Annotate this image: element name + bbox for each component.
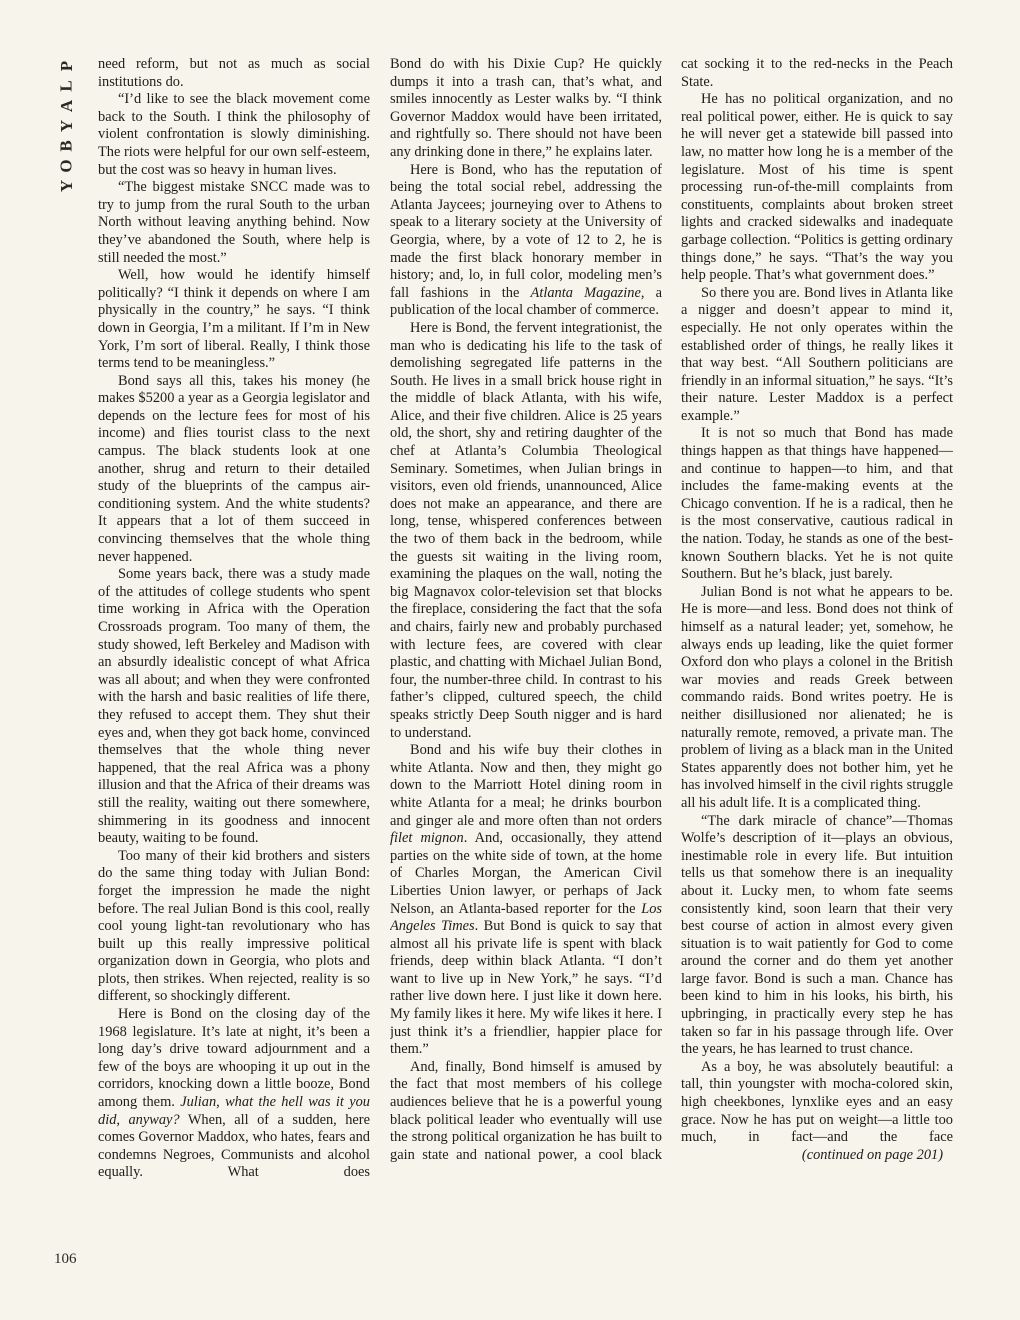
article-paragraph — [681, 56, 953, 91]
article-paragraph — [390, 56, 662, 162]
running-head-letter: P — [56, 60, 76, 72]
running-head-letter: A — [57, 99, 76, 113]
italic-text: Atlanta Magazine — [530, 284, 641, 301]
article-paragraph — [98, 1006, 370, 1182]
article-paragraph — [98, 373, 370, 567]
paragraph-text: Julian Bond is not what he appears to be. He is more—and less. Bond does not think of himself as a natural leader; yet, somehow, he always ends up leading, like the quiet former Oxford don who plays a colonel in the British war movies and reads Greek between commando raids. Bond writes poetry. He is neither disillusioned nor alienated; he is naturally remote, removed, a private man. The problem of living as a black man in the United States apparently does not bother him, yet he has involved himself in the civil rights struggle all his adult life. It is a complicated thing. — [681, 583, 953, 811]
running-head-letter: Y — [57, 179, 76, 193]
paragraph-text: Bond and his wife buy their clothes in white Atlanta. Now and then, they might go down to the Marriott Hotel dining room in white Atlanta for a meal; he drinks bourbon and ginger ale and more often than not orders — [390, 742, 662, 829]
paragraph-text: , a publication of the local chamber of commerce. — [390, 284, 662, 319]
paragraph-text: “The biggest mistake SNCC made was to try to jump from the rural South to the urban North without leaving anything behind. Now they’ve abandoned the South, where help is still needed the most.” — [98, 179, 370, 266]
paragraph-text: It is not so much that Bond has made things happen as that things have happened—and continue to happen—to him, and that includes the fame-making events at the Chicago convention. If he is a radical, then he is the most conservative, cautious radical in the nation. Today, he stands as one of the best-known Southern blacks. Yet he is not quite Southern. But he’s black, just barely. — [681, 425, 953, 583]
article-column-1 — [98, 56, 370, 1276]
paragraph-text: . And, occasionally, they attend parties on the white side of town, at the home of Charles Morgan, the American Civil Liberties Union lawyer, or perhaps of Jack Nelson, an Atlanta-based reporter for the — [390, 830, 662, 917]
paragraph-text: Bond do with his Dixie Cup? He quickly dumps it into a trash can, that’s what, and smiles innocently as Lester walks by. “I think Governor Maddox would have been irritated, and rightfully so. There should not have been any drinking done in there,” he explains later. — [390, 56, 662, 160]
paragraph-text: . But Bond is quick to say that almost all his private life is spent with black friends, deep within black Atlanta. “I don’t want to live up in New York,” he says. “I’d rather live down here. I just like it down here. My family likes it here. My wife likes it here. I just think it’s a friendlier, happier place for them.” — [390, 918, 662, 1058]
article-paragraph — [98, 56, 370, 91]
running-head-playboy — [56, 56, 78, 196]
article-column-2 — [390, 56, 662, 1276]
paragraph-text: Here is Bond on the closing day of the 1968 legislature. It’s late at night, it’s been a long day’s drive toward adjournment and a few of the boys are whooping it up out in the corridors, knocking down a little booze, Bond among them. — [98, 1006, 370, 1111]
paragraph-text: “I’d like to see the black movement come back to the South. I think the philosophy of violent confrontation is slowly diminishing. The riots were helpful for our own self-esteem, but the cost was so heavy in human lives. — [98, 91, 370, 178]
paragraph-text: cat socking it to the red-necks in the Peach State. — [681, 56, 953, 90]
paragraph-text: “The dark miracle of chance”—Thomas Wolfe’s description of it—plays an obvious, inestimable role in every life. But intuition tells us that somehow there is an inequality about it. Lucky men, to whom fate seems consistently kind, soon learn that their very best course of action in almost every given situation is to wait patiently for God to come around the corner and do them yet another large favor. Bond is such a man. Chance has been kind to him in his looks, his birth, his upbringing, in practically every step he has taken so far in his passage through life. Over the years, he has learned to trust chance. — [681, 812, 953, 1058]
italic-text: Los Angeles Times — [390, 900, 662, 935]
paragraph-text: need reform, but not as much as social institutions do. — [98, 56, 370, 90]
article-paragraph — [98, 848, 370, 1006]
paragraph-text: Here is Bond, who has the reputation of being the total social rebel, addressing the Atlanta Jaycees; journeying over to Athens to speak to a literary society at the University of Georgia, where, by a vote of 12 to 2, he is made the first black honorary member in history; and, lo, in full color, modeling men’s fall fashions in the — [390, 161, 662, 301]
page-number: 106 — [54, 1251, 77, 1267]
article-paragraph — [98, 267, 370, 373]
article-paragraph — [98, 179, 370, 267]
paragraph-text: Some years back, there was a study made of the attitudes of college students who spent time working in Africa with the Operation Crossroads program. Too many of them, the study showed, left Berkeley and Madison with an absurdly idealistic concept of what Africa was all about; and when they were confronted with the harsh and basic realities of life there, they refused to accept them. They shut their eyes and, when they got back home, convinced themselves that the whole thing never happened, that the real Africa was a phony illusion and that the Africa of their dreams was still the reality, waiting out there somewhere, shimmering in its goodness and innocent beauty, waiting to be found. — [98, 566, 370, 847]
running-head-letter: B — [57, 140, 76, 152]
article-paragraph — [681, 584, 953, 813]
article-paragraph — [390, 1059, 662, 1165]
running-head-letter: Y — [57, 119, 76, 133]
paragraph-text: When, all of a sudden, here comes Governor Maddox, who hates, fears and condemns Negroes, Communists and alcohol equally. What does — [98, 1111, 370, 1181]
running-head-letter: L — [57, 80, 76, 92]
paragraph-text: Too many of their kid brothers and sisters do the same thing today with Julian Bond: forget the impression he made the night before. The real Julian Bond is this cool, really cool young light-tan revolutionary who has built up this really impressive political organization down in Georgia, who plots and plots, then strikes. When rejected, reality is so different, so shockingly different. — [98, 847, 370, 1005]
article-paragraph — [681, 91, 953, 285]
article-paragraph — [390, 320, 662, 742]
running-head-letter: O — [56, 159, 76, 173]
article-paragraph — [681, 813, 953, 1059]
continued-on-note: (continued on page 201) — [801, 1146, 943, 1163]
paragraph-text: Here is Bond, the fervent integrationist, the man who is dedicating his life to the task of demolishing segregated life patterns in the South. He lives in a small brick house right in the middle of black Atlanta, with his wife, Alice, and their five children. Alice is 25 years old, the short, shy and retiring daughter of the chef at Atlanta’s Columbia Theological Seminary. Sometimes, when Julian brings in visitors, even old friends, unannounced, Alice does not make an appearance, and there are long, tense, whispered conferences between the two of them back in the bedroom, while the guests sit waiting in the living room, examining the plaques on the wall, noting the big Magnavox color-television set that blocks the fireplace, considering the fact that the sofa and chairs, fairly new and probably purchased with lecture fees, are covered with clear plastic, and chatting with Michael Julian Bond, four, the number-three child. In contrast to his father’s clipped, cultured speech, the child speaks strictly Deep South nigger and is hard to understand. — [390, 319, 662, 741]
article-paragraph — [98, 566, 370, 848]
paragraph-text: And, finally, Bond himself is amused by the fact that most members of his college audiences believe that he is a powerful young black political leader who eventually will use the strong political organization he has built to gain state and national power, a cool black — [390, 1058, 662, 1163]
paragraph-text: Well, how would he identify himself politically? “I think it depends on where I am physically in the country,” he says. “I think down in Georgia, I’m a militant. If I’m in New York, I’m sort of liberal. Really, I think those terms tend to be meaningless.” — [98, 267, 370, 372]
paragraph-text: Bond says all this, takes his money (he makes $5200 a year as a Georgia legislator and depends on the lecture fees for most of his income) and flies tourist class to the next campus. The black students look at one another, shrug and return to their detailed study of the blueprints of the campus air-conditioning system. And the white students? It appears that a lot of them succeed in convincing themselves that the whole thing never happened. — [98, 372, 370, 565]
article-paragraph — [390, 162, 662, 320]
article-paragraph — [681, 425, 953, 583]
paragraph-text: So there you are. Bond lives in Atlanta like a nigger and doesn’t appear to mind it, especially. He not only operates within the established order of things, he really likes it that way best. “All Southern politicians are friendly in an informal situation,” he says. “It’s their nature. Lester Maddox is a perfect example.” — [681, 284, 953, 424]
article-paragraph — [681, 285, 953, 426]
italic-text: Julian, what the hell was it you did, anyway? — [98, 1094, 370, 1128]
article-paragraph — [98, 91, 370, 179]
paragraph-text: He has no political organization, and no real political power, either. He is quick to say he will never get a statewide bill passed into law, no matter how long he is a member of the legislature. Most of his time is spent processing run-of-the-mill complaints from constituents, complaints about broken street lights and cracked sidewalks and inadequate garbage collection. “Politics is getting ordinary things done,” he says. “That’s the way you help people. That’s what government does.” — [681, 91, 953, 284]
italic-text: filet mignon — [390, 830, 464, 847]
article-column-3 — [681, 56, 953, 1276]
article-paragraph — [681, 1059, 953, 1147]
paragraph-text: As a boy, he was absolutely beautiful: a tall, thin youngster with mocha-colored skin, high cheekbones, lynxlike eyes and an easy grace. Now he has put on weight—a little too much, in fact—and the face — [681, 1058, 953, 1146]
article-paragraph — [390, 742, 662, 1059]
